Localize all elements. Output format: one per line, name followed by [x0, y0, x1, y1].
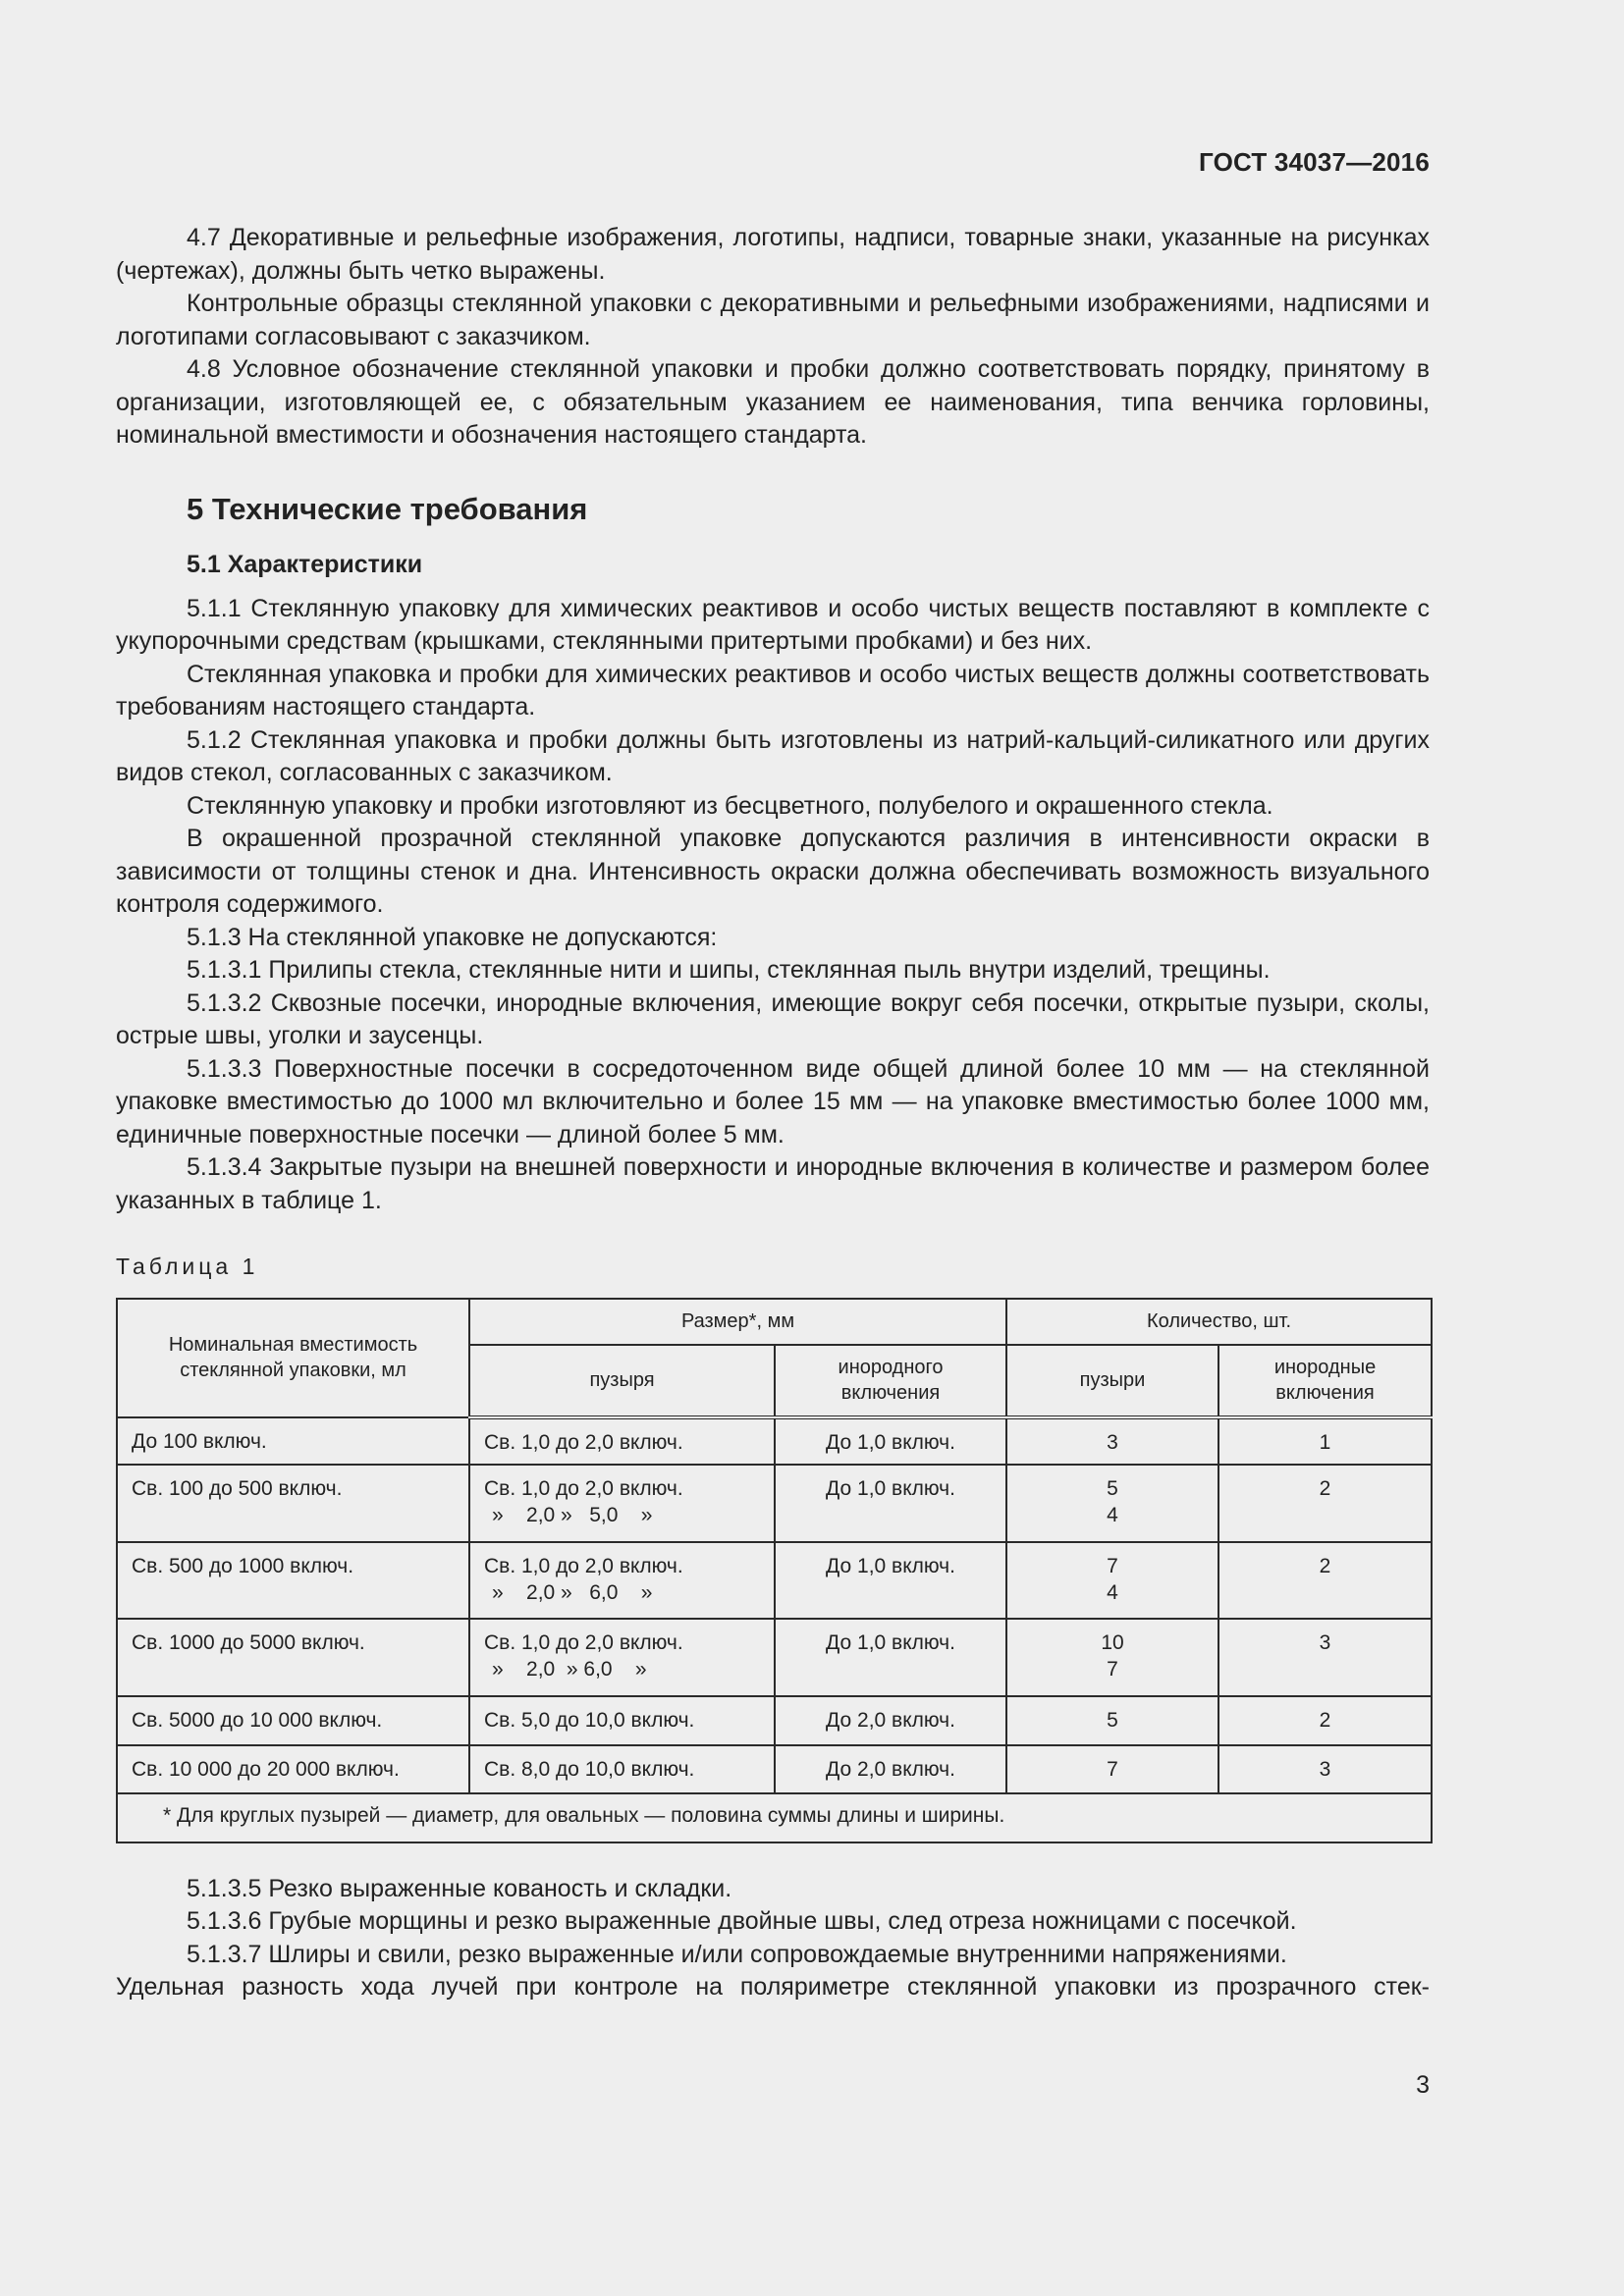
qty-bubble-line-2: 4 [1107, 1580, 1118, 1604]
size-bubble-line-1: Св. 1,0 до 2,0 включ. [484, 1554, 683, 1577]
cell-qty-bubble [1006, 1542, 1218, 1619]
cell-qty-inclusion: 2 [1218, 1696, 1432, 1745]
paragraph-5-1-1: 5.1.1 Стеклянную упаковку для химических реактивов и особо чистых веществ поставляют в комплекте с укупорочными средствам (крышками, стеклянными притертыми пробками) и без них. [116, 594, 1430, 655]
size-bubble-line-1: Св. 1,0 до 2,0 включ. [484, 1476, 683, 1500]
header-size-bubbles: пузыря [469, 1345, 775, 1417]
cell-size-bubble [469, 1417, 775, 1465]
size-bubble-line-2: » 2,0 » 6,0 » [492, 1580, 653, 1604]
cell-qty-inclusion: 2 [1218, 1465, 1432, 1542]
header-qty-bubbles: пузыри [1006, 1345, 1218, 1417]
paragraph-5-1-3-1: 5.1.3.1 Прилипы стекла, стеклянные нити и шипы, стеклянная пыль внутри изделий, трещины. [187, 956, 1271, 984]
table-row [117, 1619, 1432, 1696]
page-number: 3 [1416, 2071, 1430, 2099]
paragraph-continuation: Удельная разность хода лучей при контроле на поляриметре стеклянной упаковки из прозрачного стек- [116, 1973, 1430, 2001]
cell-qty-bubble [1006, 1417, 1218, 1465]
cell-size-inclusion: До 1,0 включ. [775, 1465, 1006, 1542]
document-header: ГОСТ 34037—2016 [1199, 147, 1430, 177]
cell-qty-inclusion: 3 [1218, 1745, 1432, 1793]
size-bubble-line-1: Св. 1,0 до 2,0 включ. [484, 1630, 683, 1654]
header-qty-inclusions: инородные включения [1218, 1345, 1432, 1417]
paragraph-5-1-3-5: 5.1.3.5 Резко выраженные кованость и складки. [187, 1874, 732, 1902]
cell-capacity: До 100 включ. [117, 1417, 469, 1465]
table-1 [116, 1298, 1433, 1843]
cell-size-bubble [469, 1696, 775, 1745]
paragraph-5-1-3-7: 5.1.3.7 Шлиры и свили, резко выраженные и/или сопровождаемые внутренними напряжениями. [187, 1940, 1287, 1968]
cell-size-bubble [469, 1542, 775, 1619]
table-footnote-row [117, 1793, 1432, 1842]
size-bubble-line-2: » 2,0 » 6,0 » [492, 1657, 647, 1681]
cell-capacity: Св. 100 до 500 включ. [117, 1465, 469, 1542]
cell-capacity: Св. 1000 до 5000 включ. [117, 1619, 469, 1696]
subsection-title: 5.1 Характеристики [187, 550, 423, 578]
table-row [117, 1417, 1432, 1465]
qty-bubble-line-2: 7 [1107, 1657, 1118, 1681]
paragraph-4-8: 4.8 Условное обозначение стеклянной упаковки и пробки должно соответствовать порядку, принятому в организации, изготовляющей ее, с обязательным указанием ее наименования, типа венчика горловины, номинальной вместимости и обозначения настоящего стандарта. [116, 355, 1430, 449]
table-footnote: * Для круглых пузырей — диаметр, для овальных — половина суммы длины и ширины. [117, 1793, 1432, 1842]
paragraph-control-samples: Контрольные образцы стеклянной упаковки с декоративными и рельефными изображениями, надписями и логотипами согласовывают с заказчиком. [116, 290, 1430, 350]
cell-qty-inclusion: 3 [1218, 1619, 1432, 1696]
qty-bubble-line-1: 10 [1101, 1630, 1124, 1654]
size-bubble-line-1: Св. 1,0 до 2,0 включ. [484, 1430, 683, 1454]
cell-size-inclusion: До 1,0 включ. [775, 1417, 1006, 1465]
cell-qty-inclusion: 1 [1218, 1417, 1432, 1465]
cell-size-inclusion: До 2,0 включ. [775, 1745, 1006, 1793]
cell-qty-bubble [1006, 1465, 1218, 1542]
cell-size-bubble [469, 1619, 775, 1696]
cell-qty-bubble [1006, 1745, 1218, 1793]
paragraph-5-1-2-b: Стеклянную упаковку и пробки изготовляют из бесцветного, полубелого и окрашенного стекла. [187, 791, 1273, 820]
paragraph-5-1-3-2: 5.1.3.2 Сквозные посечки, инородные включения, имеющие вокруг себя посечки, открытые пузыри, сколы, острые швы, уголки и заусенцы. [116, 988, 1430, 1049]
size-bubble-line-1: Св. 8,0 до 10,0 включ. [484, 1757, 695, 1781]
paragraph-4-7: 4.7 Декоративные и рельефные изображения, логотипы, надписи, товарные знаки, указанные на рисунках (чертежах), должны быть четко выражены. [116, 224, 1430, 285]
cell-qty-inclusion: 2 [1218, 1542, 1432, 1619]
table-row [117, 1696, 1432, 1745]
cell-capacity: Св. 10 000 до 20 000 включ. [117, 1745, 469, 1793]
cell-qty-bubble [1006, 1619, 1218, 1696]
paragraph-5-1-3-6: 5.1.3.6 Грубые морщины и резко выраженные двойные швы, след отреза ножницами с посечкой. [187, 1907, 1297, 1935]
cell-capacity: Св. 500 до 1000 включ. [117, 1542, 469, 1619]
cell-size-bubble [469, 1465, 775, 1542]
qty-bubble-line-1: 7 [1107, 1757, 1118, 1781]
cell-capacity: Св. 5000 до 10 000 включ. [117, 1696, 469, 1745]
cell-size-inclusion: До 1,0 включ. [775, 1542, 1006, 1619]
qty-bubble-line-1: 5 [1107, 1708, 1118, 1732]
paragraph-5-1-3-4: 5.1.3.4 Закрытые пузыри на внешней поверхности и инородные включения в количестве и размером более указанных в таблице 1. [116, 1153, 1430, 1214]
table-caption: Таблица 1 [116, 1254, 259, 1279]
paragraph-5-1-2-c: В окрашенной прозрачной стеклянной упаковке допускаются различия в интенсивности окраски в зависимости от толщины стенок и дна. Интенсивность окраски должна обеспечивать возможность визуального контроля содержимого. [116, 825, 1430, 918]
cell-size-inclusion: До 2,0 включ. [775, 1696, 1006, 1745]
header-size-inclusions: инородного включения [775, 1345, 1006, 1417]
qty-bubble-line-1: 7 [1107, 1554, 1118, 1577]
paragraph-5-1-3-3: 5.1.3.3 Поверхностные посечки в сосредоточенном виде общей длиной более 10 мм — на стеклянной упаковке вместимостью до 1000 мл включительно и более 15 мм — на упаковке вместимостью более 1000 мм, единичные поверхностные посечки — длиной более 5 мм. [116, 1054, 1430, 1148]
section-title: 5 Технические требования [187, 491, 588, 526]
header-quantity-group: Количество, шт. [1006, 1299, 1432, 1345]
paragraph-5-1-3: 5.1.3 На стеклянной упаковке не допускаются: [187, 923, 718, 951]
paragraph-5-1-2: 5.1.2 Стеклянная упаковка и пробки должны быть изготовлены из натрий-кальций-силикатного или других видов стекол, согласованных с заказчиком. [116, 725, 1430, 786]
table-row [117, 1542, 1432, 1619]
paragraph-5-1-1-b: Стеклянная упаковка и пробки для химических реактивов и особо чистых веществ должны соответствовать требованиям настоящего стандарта. [116, 660, 1430, 721]
table-row [117, 1465, 1432, 1542]
qty-bubble-line-2: 4 [1107, 1503, 1118, 1526]
after-table-block [116, 1873, 1430, 2004]
qty-bubble-line-1: 5 [1107, 1476, 1118, 1500]
cell-qty-bubble [1006, 1696, 1218, 1745]
page-content [116, 222, 1430, 2004]
header-capacity: Номинальная вместимость стеклянной упаковки, мл [117, 1299, 469, 1417]
table-row [117, 1745, 1432, 1793]
header-size-group: Размер*, мм [469, 1299, 1006, 1345]
qty-bubble-line-1: 3 [1107, 1430, 1118, 1454]
size-bubble-line-2: » 2,0 » 5,0 » [492, 1503, 653, 1526]
size-bubble-line-1: Св. 5,0 до 10,0 включ. [484, 1708, 695, 1732]
cell-size-bubble [469, 1745, 775, 1793]
cell-size-inclusion: До 1,0 включ. [775, 1619, 1006, 1696]
